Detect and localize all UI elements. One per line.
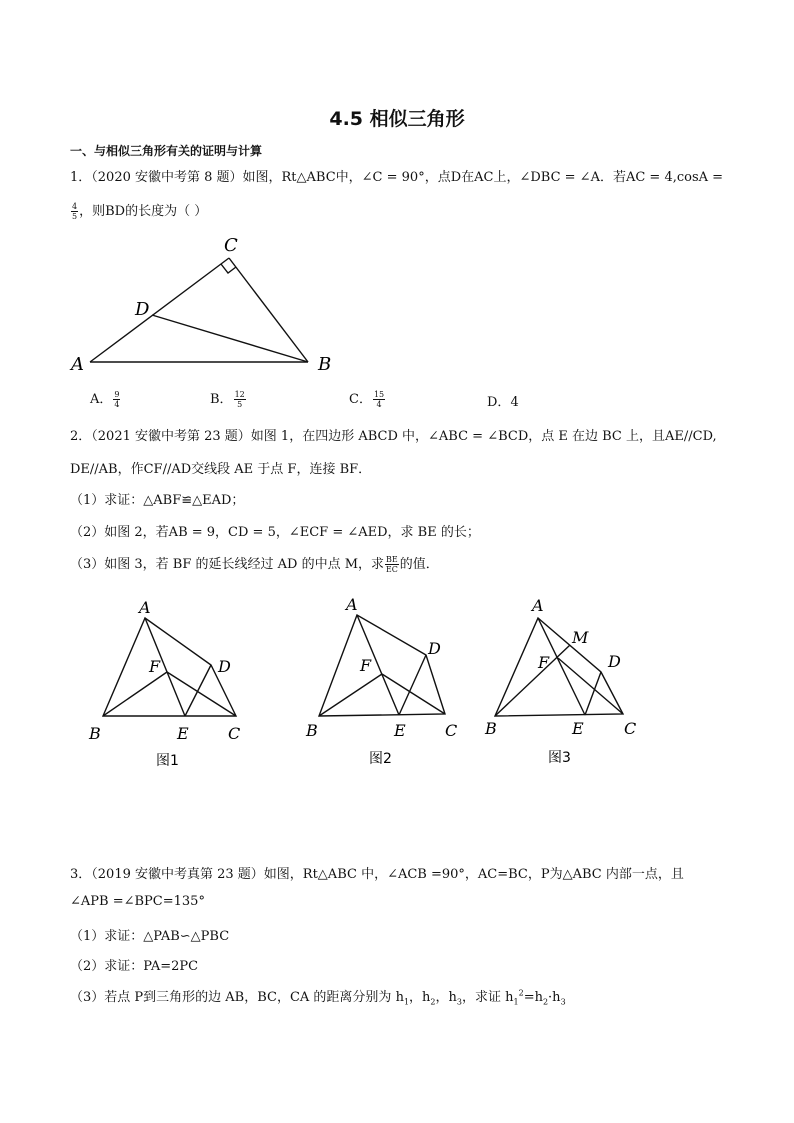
- q3-part1: （1）求证：△PAB∽△PBC: [70, 929, 230, 944]
- segment-fc: [382, 674, 445, 714]
- quadrilateral-abcd: [103, 618, 236, 716]
- segment-cb: [229, 258, 308, 362]
- q1-option-a: A． $\frac{9}{4}$: [90, 390, 120, 409]
- q1-line2-text: ，则BD的长度为（ ）: [79, 204, 208, 219]
- fig2-label-C: C: [445, 721, 458, 740]
- fig3-label-D: D: [608, 652, 621, 671]
- fig3-label-E: E: [572, 719, 584, 738]
- fig2-caption: 图2: [369, 751, 392, 767]
- cos-fraction: $\frac{4}{5}$: [72, 202, 78, 221]
- fig3-label-C: C: [624, 719, 637, 738]
- q2-figure-3: [475, 595, 650, 775]
- fig3-caption: 图3: [548, 750, 571, 766]
- q1-line1: 1．（2020 安徽中考第 8 题）如图，Rt△ABC中，∠C = 90°，点D在AC上，∠DBC = ∠A．若AC = 4,cosA =: [70, 170, 724, 185]
- quadrilateral-abcd: [495, 618, 623, 716]
- q2-part1: （1）求证：△ABF≌△EAD；: [70, 493, 245, 508]
- q3-line1: 3．（2019 安徽中考真第 23 题）如图，Rt△ABC 中，∠ACB =90°，AC=BC，P为△ABC 内部一点，且: [70, 867, 684, 882]
- fig3-label-B: B: [485, 719, 497, 738]
- fig1-label-A: A: [139, 598, 151, 617]
- fig2-label-A: A: [346, 595, 358, 614]
- q3-line2: ∠APB =∠BPC=135°: [70, 894, 205, 909]
- page-title: 4.5 相似三角形: [329, 108, 465, 130]
- fig3-label-F: F: [538, 653, 550, 672]
- label-D: D: [135, 299, 150, 320]
- segment-bm: [495, 645, 570, 716]
- q2-line2: DE//AB，作CF//AD交线段 AE 于点 F，连接 BF．: [70, 462, 372, 477]
- q2-figure-2: [298, 595, 473, 775]
- q2-figure-1: [80, 595, 260, 775]
- fig1-label-E: E: [177, 724, 189, 743]
- fig2-label-D: D: [428, 639, 441, 658]
- q3-part3: （3）若点 P到三角形的边 AB，BC，CA 的距离分别为 $h_1$，$h_2$，$h_3$，求证 $h_1^2=h_2\cdot h_3$: [70, 988, 566, 1007]
- segment-bf: [319, 674, 382, 716]
- q1-line2: [70, 200, 207, 221]
- q2-part2: （2）如图 2，若AB = 9，CD = 5，∠ECF = ∠AED，求 BE 的长；: [70, 525, 480, 540]
- q1-option-c: C． $\frac{15}{4}$: [349, 390, 385, 409]
- section-heading: 一、与相似三角形有关的证明与计算: [70, 144, 263, 158]
- segment-db: [152, 315, 308, 362]
- q3-part2: （2）求证：PA=2PC: [70, 959, 199, 974]
- fig1-label-F: F: [149, 657, 161, 676]
- fig3-label-M: M: [572, 628, 589, 647]
- label-B: B: [318, 354, 332, 375]
- label-C: C: [224, 235, 238, 256]
- fig3-label-A: A: [532, 596, 544, 615]
- fig2-label-E: E: [394, 721, 406, 740]
- q2-line1: 2．（2021 安徽中考第 23 题）如图 1，在四边形 ABCD 中，∠ABC = ∠BCD，点 E 在边 BC 上，且AE//CD,: [70, 429, 717, 444]
- fig2-label-B: B: [306, 721, 318, 740]
- segment-ed: [399, 655, 426, 715]
- fig1-label-D: D: [218, 657, 231, 676]
- fig2-label-F: F: [360, 656, 372, 675]
- fig1-label-C: C: [228, 724, 241, 743]
- segment-ac: [90, 258, 229, 362]
- segment-ed: [185, 665, 211, 716]
- quadrilateral-abcd: [319, 615, 445, 716]
- fig1-label-B: B: [89, 724, 101, 743]
- q1-option-d: D．4: [487, 395, 519, 410]
- label-A: A: [71, 354, 84, 375]
- fig1-caption: 图1: [156, 753, 179, 769]
- q2-part3: （3）如图 3，若 BF 的延长线经过 AD 的中点 M，求 $\frac{BE}{EC}$ 的值．: [70, 555, 439, 574]
- q1-option-b: B． $\frac{12}{5}$: [210, 390, 245, 409]
- q1-figure: [60, 225, 360, 380]
